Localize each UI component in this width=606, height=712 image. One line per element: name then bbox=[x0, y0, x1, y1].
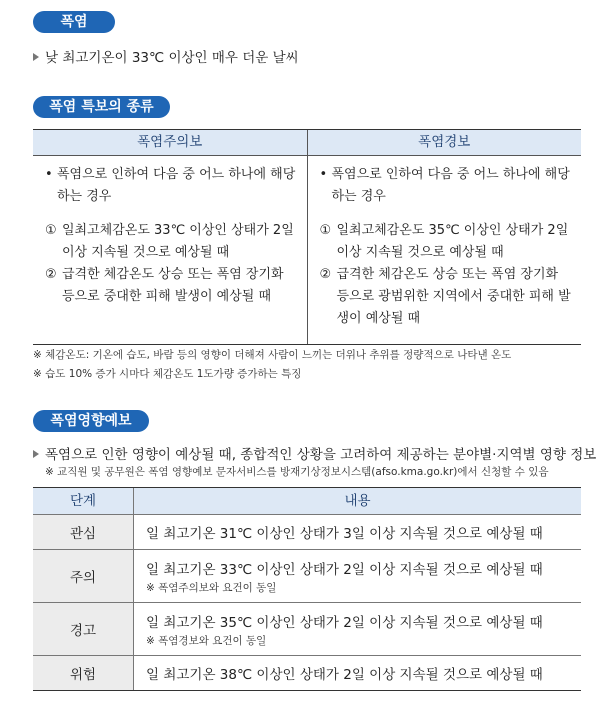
advisory-item-1: ① 일최고체감온도 33℃ 이상인 상태가 2일 이상 지속될 것으로 예상될 때 bbox=[45, 223, 294, 260]
content-subnote: ※ 폭염경보와 요건이 동일 bbox=[146, 634, 267, 647]
advisory-item-2: ② 급격한 체감온도 상승 또는 폭염 장기화 등으로 중대한 피해 발생이 예상될 때 bbox=[45, 267, 284, 304]
content-subnote: ※ 폭염주의보와 요건이 동일 bbox=[146, 581, 277, 594]
header-advisory: 폭염주의보 bbox=[33, 130, 308, 155]
level-cell: 관심 bbox=[33, 515, 134, 549]
warning-table-header bbox=[33, 130, 581, 156]
triangle-bullet-icon bbox=[33, 450, 39, 458]
table-row bbox=[33, 656, 581, 690]
warning-bullet: • 폭염으로 인하여 다음 중 어느 하나에 해당하는 경우 bbox=[319, 167, 570, 204]
warning-types-table bbox=[33, 129, 581, 345]
advisory-bullet: • 폭염으로 인하여 다음 중 어느 하나에 해당하는 경우 bbox=[45, 167, 296, 204]
note-apparent-temp: ※ 체감온도: 기온에 습도, 바람 등의 영향이 더해져 사람이 느끼는 더위나 추위를 정량적으로 나타낸 온도 bbox=[33, 349, 512, 361]
table-row bbox=[33, 550, 581, 603]
header-level: 단계 bbox=[33, 488, 134, 514]
heatwave-definition bbox=[33, 46, 299, 66]
content-cell: 일 최고기온 33℃ 이상인 상태가 2일 이상 지속될 것으로 예상될 때 bbox=[146, 561, 543, 578]
section-title-warning-types: 폭염 특보의 종류 bbox=[33, 96, 170, 118]
content-cell: 일 최고기온 31℃ 이상인 상태가 3일 이상 지속될 것으로 예상될 때 bbox=[146, 526, 543, 542]
impact-forecast-table bbox=[33, 487, 581, 691]
forecast-table-header bbox=[33, 488, 581, 515]
warning-item-2: ② 급격한 체감온도 상승 또는 폭염 장기화 등으로 광범위한 지역에서 중대한 피해 발생이 예상될 때 bbox=[319, 267, 571, 326]
note-humidity: ※ 습도 10% 증가 시마다 체감온도 1도가량 증가하는 특징 bbox=[33, 368, 302, 380]
content-cell: 일 최고기온 38℃ 이상인 상태가 2일 이상 지속될 것으로 예상될 때 bbox=[146, 667, 543, 683]
triangle-bullet-icon bbox=[33, 53, 39, 61]
level-cell: 위험 bbox=[33, 656, 134, 690]
level-cell: 경고 bbox=[33, 603, 134, 655]
content-cell: 일 최고기온 35℃ 이상인 상태가 2일 이상 지속될 것으로 예상될 때 bbox=[146, 614, 543, 631]
warning-column bbox=[308, 156, 582, 344]
table-row bbox=[33, 603, 581, 656]
warning-item-1: ① 일최고체감온도 35℃ 이상인 상태가 2일 이상 지속될 것으로 예상될 때 bbox=[319, 223, 569, 260]
impact-description: 폭염으로 인한 영향이 예상될 때, 종합적인 상황을 고려하여 제공하는 분야별·지역별 영향 정보 bbox=[33, 443, 596, 463]
section-title-heatwave: 폭염 bbox=[33, 11, 115, 33]
warning-notes bbox=[33, 346, 511, 384]
level-cell: 주의 bbox=[33, 550, 134, 602]
advisory-column bbox=[33, 156, 308, 344]
definition-text: 낮 최고기온이 33℃ 이상인 매우 더운 날씨 bbox=[45, 50, 299, 66]
header-content: 내용 bbox=[344, 493, 371, 509]
header-warning: 폭염경보 bbox=[418, 134, 471, 150]
section-title-impact-forecast: 폭염영향예보 bbox=[33, 410, 149, 432]
impact-note: ※ 교직원 및 공무원은 폭염 영향예보 문자서비스를 방재기상정보시스템(afso.kma.go.kr)에서 신청할 수 있음 bbox=[45, 466, 549, 478]
table-row bbox=[33, 515, 581, 550]
